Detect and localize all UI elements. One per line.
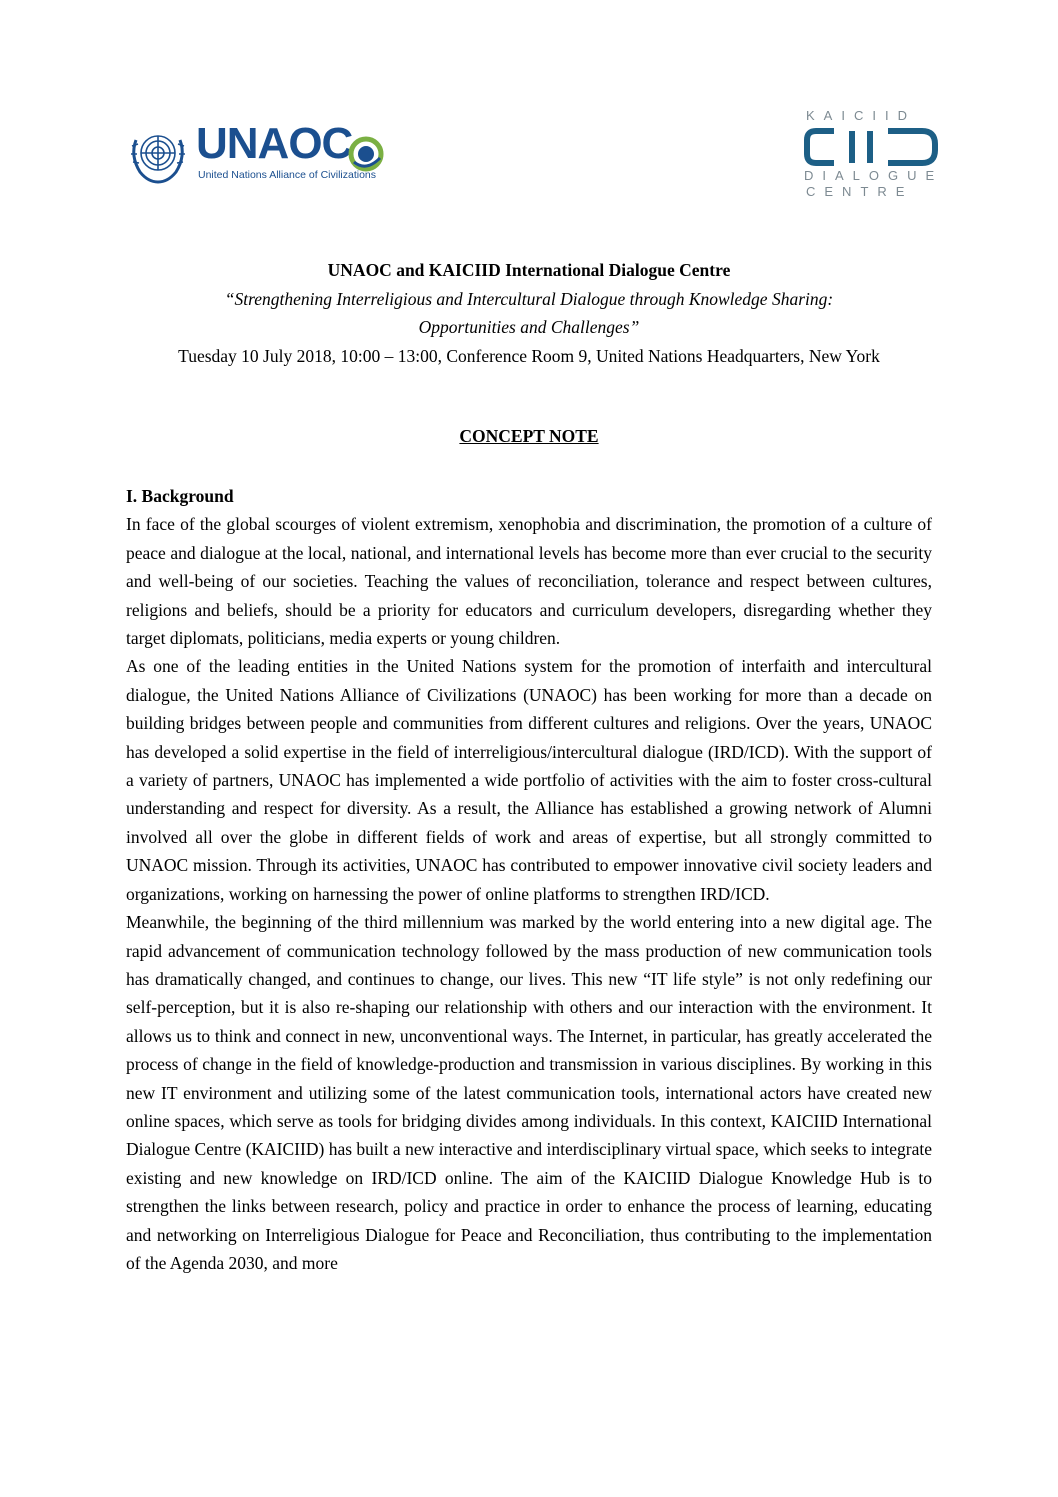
paragraph-2: As one of the leading entities in the United Nations system for the promotion of interfaith and intercultural dialogue, the United Nations Alliance of Civilizations (UNAOC) has been working for more than a decade on building bridges between people and communities from different cultures and religions. Over the years, UNAOC has developed a solid expertise in the field of interreligious/intercultural dialogue (IRD/ICD). With the support of a variety of partners, UNAOC has implemented a wide portfolio of activities with the aim to foster cross-cultural understanding and respect for diversity. As a result, the Alliance has established a growing network of Alumni involved all over the globe in different fields of work and areas of expertise, but all strongly committed to UNAOC mission. Through its activities, UNAOC has contributed to empower innovative civil society leaders and organizations, working on harnessing the power of online platforms to strengthen IRD/ICD. <box>126 656 932 904</box>
paragraph-1: In face of the global scourges of violent extremism, xenophobia and discrimination, the promotion of a culture of peace and dialogue at the local, national, and international levels has become more than ever crucial to the security and well-being of our societies. Teaching the values of reconciliation, tolerance and respect between cultures, religions and beliefs, should be a priority for educators and curriculum developers, disregarding whether they target diplomats, politicians, media experts or young children. <box>126 514 932 649</box>
kaiciid-mark-icon <box>804 128 938 166</box>
event-subtitle-line-2: Opportunities and Challenges” <box>418 317 640 337</box>
event-title: UNAOC and KAICIID International Dialogue Centre <box>327 260 731 280</box>
concept-note-heading: CONCEPT NOTE <box>459 426 599 446</box>
event-subtitle-line-1: “Strengthening Interreligious and Intercultural Dialogue through Knowledge Sharing: <box>224 288 834 309</box>
section-heading: I. Background <box>126 486 234 506</box>
kaiciid-dialogue-text: DIALOGUE <box>804 168 944 183</box>
kaiciid-wordmark: KAICIID <box>806 108 916 123</box>
event-details: Tuesday 10 July 2018, 10:00 – 13:00, Conference Room 9, United Nations Headquarters, New York <box>178 345 880 366</box>
paragraph-3: Meanwhile, the beginning of the third millennium was marked by the world entering into a new digital age. The rapid advancement of communication technology followed by the mass production of new communication tools has dramatically changed, and continues to change, our lives. This new “IT life style” is not only redefining our self-perception, but it is also re-shaping our relationship with others and our interaction with the environment. It allows us to think and connect in new, unconventional ways. The Internet, in particular, has greatly accelerated the process of change in the field of knowledge-production and transmission in various disciplines. By working in this new IT environment and utilizing some of the latest communication tools, international actors have created new online spaces, which serve as tools for bridging divides among individuals. In this context, KAICIID International Dialogue Centre (KAICIID) has built a new interactive and interdisciplinary virtual space, which seeks to integrate existing and new knowledge on IRD/ICD online. The aim of the KAICIID Dialogue Knowledge Hub is to strengthen the links between research, policy and practice in order to enhance the process of learning, educating and networking on Interreligious Dialogue for Peace and Reconciliation, thus contributing to the implementation of the Agenda 2030, and more <box>126 912 932 1273</box>
unaoc-tagline: United Nations Alliance of Civilizations <box>198 169 377 181</box>
kaiciid-centre-text: CENTRE <box>806 184 914 199</box>
kaiciid-logo <box>804 108 944 200</box>
event-header <box>126 256 932 370</box>
unaoc-wordmark: UNAOC <box>196 119 353 168</box>
un-emblem-icon <box>126 124 190 186</box>
unaoc-logo <box>126 120 388 186</box>
unaoc-globe-ring-icon <box>346 134 386 174</box>
background-section <box>126 482 932 1277</box>
